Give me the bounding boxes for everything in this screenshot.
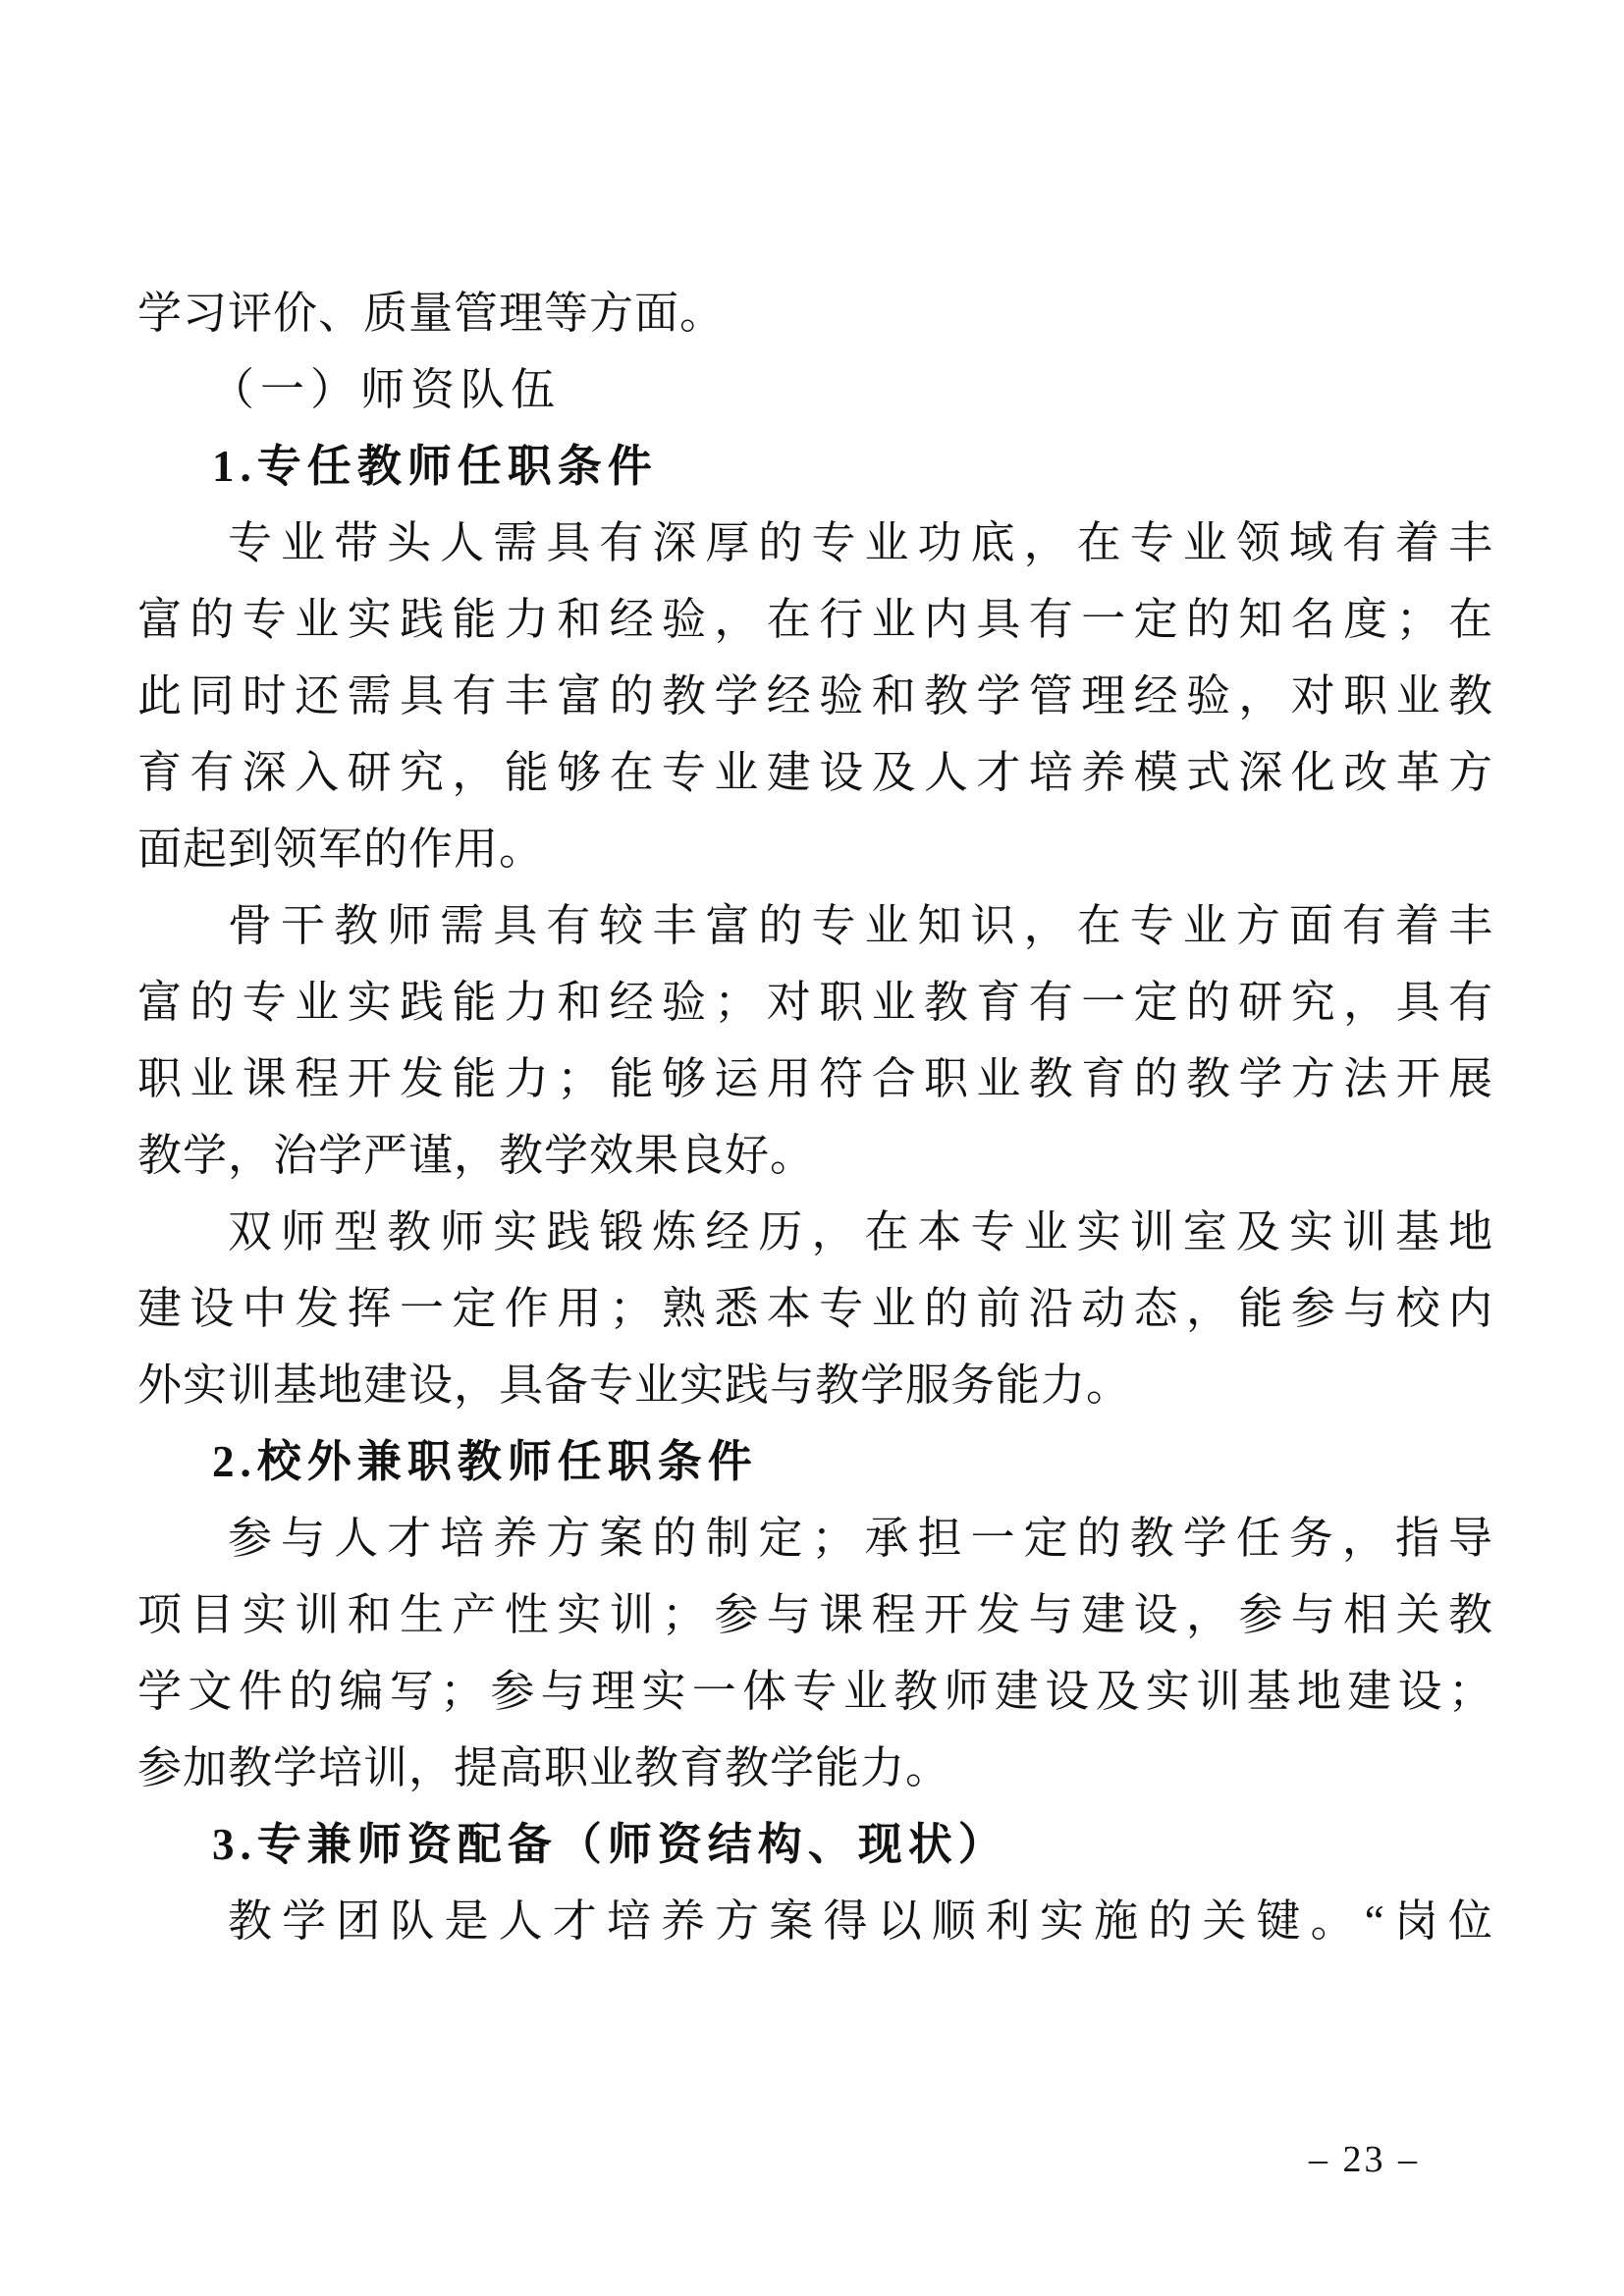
section-heading: （一）师资队伍	[210, 365, 562, 414]
page-number: – 23 –	[1309, 2139, 1420, 2180]
text-line-1: 学习评价、质量管理等方面。	[137, 289, 726, 338]
subheading-1: 1.专任教师任职条件	[212, 442, 658, 491]
text-line-20: 参加教学培训，提高职业教育教学能力。	[137, 1743, 951, 1792]
text-line-12: 教学，治学严谨，教学效果良好。	[137, 1131, 816, 1180]
text-line-5: 富的专业实践能力和经验，在行业内具有一定的知名度；在	[137, 595, 1492, 644]
subheading-3: 3.专兼师资配备（师资结构、现状）	[212, 1820, 1008, 1869]
text-line-18: 项目实训和生产性实训；参与课程开发与建设，参与相关教	[137, 1590, 1492, 1639]
text-line-15: 外实训基地建设，具备专业实践与教学服务能力。	[137, 1361, 1132, 1410]
text-line-17: 参与人才培养方案的制定；承担一定的教学任务，指导	[228, 1514, 1492, 1563]
text-line-13: 双师型教师实践锻炼经历，在本专业实训室及实训基地	[228, 1207, 1492, 1256]
text-line-9: 骨干教师需具有较丰富的专业知识，在专业方面有着丰	[228, 901, 1492, 950]
text-line-19: 学文件的编写；参与理实一体专业教师建设及实训基地建设；	[137, 1667, 1492, 1716]
text-line-14: 建设中发挥一定作用；熟悉本专业的前沿动态，能参与校内	[137, 1284, 1492, 1333]
text-block	[137, 275, 1492, 1959]
text-line-4: 专业带头人需具有深厚的专业功底，在专业领域有着丰	[228, 518, 1492, 567]
subheading-2: 2.校外兼职教师任职条件	[212, 1437, 758, 1486]
text-line-22: 教学团队是人才培养方案得以顺利实施的关键。“岗位	[228, 1896, 1492, 1946]
text-line-6: 此同时还需具有丰富的教学经验和教学管理经验，对职业教	[137, 671, 1492, 721]
text-line-8: 面起到领军的作用。	[137, 825, 545, 874]
text-line-7: 育有深入研究，能够在专业建设及人才培养模式深化改革方	[137, 748, 1492, 797]
text-line-11: 职业课程开发能力；能够运用符合职业教育的教学方法开展	[137, 1054, 1492, 1103]
text-line-10: 富的专业实践能力和经验；对职业教育有一定的研究，具有	[137, 978, 1492, 1027]
